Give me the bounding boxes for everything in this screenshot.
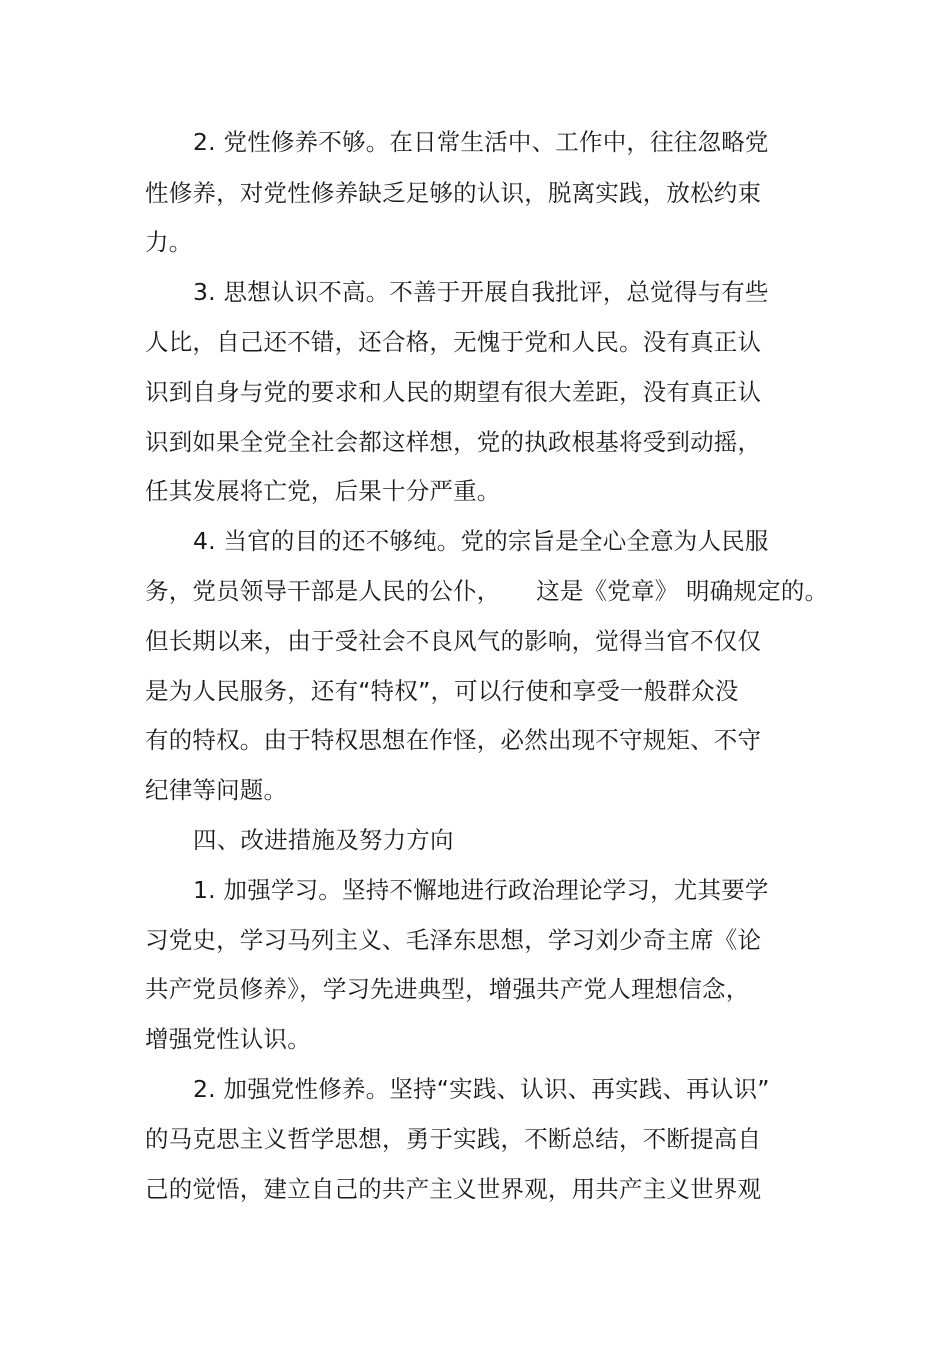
text-line: 习党史，学习马列主义、毛泽东思想，学习刘少奇主席《论	[145, 926, 762, 954]
text-line: 任其发展将亡党，后果十分严重。	[145, 477, 501, 505]
text-line: 纪律等问题。	[145, 776, 288, 804]
text-line: 但长期以来，由于受社会不良风气的影响，觉得当官不仅仅	[145, 627, 762, 655]
text-line: 有的特权。由于特权思想在作怪，必然出现不守规矩、不守	[145, 726, 762, 754]
section-heading: 四、改进措施及努力方向	[193, 826, 454, 854]
text-line: 4. 当官的目的还不够纯。党的宗旨是全心全意为人民服	[193, 527, 769, 555]
text-line: 1. 加强学习。坚持不懈地进行政治理论学习，尤其要学	[193, 876, 769, 904]
text-line: 人比，自己还不错，还合格，无愧于党和人民。没有真正认	[145, 328, 762, 356]
text-line: 共产党员修养》，学习先进典型，增强共产党人理想信念，	[145, 975, 750, 1003]
text-line: 2. 加强党性修养。坚持“实践、认识、再实践、再认识”	[193, 1075, 770, 1103]
text-line: 增强党性认识。	[145, 1025, 311, 1053]
text-line: 务，党员领导干部是人民的公仆， 这是《党章》 明确规定的。	[145, 577, 829, 605]
text-line: 的马克思主义哲学思想，勇于实践，不断总结，不断提高自	[145, 1125, 762, 1153]
text-line: 识到如果全党全社会都这样想，党的执政根基将受到动摇，	[145, 428, 762, 456]
text-line: 性修养，对党性修养缺乏足够的认识，脱离实践，放松约束	[145, 179, 762, 207]
text-line: 力。	[145, 228, 193, 256]
text-line: 是为人民服务，还有“特权”，可以行使和享受一般群众没	[145, 677, 739, 705]
text-line: 识到自身与党的要求和人民的期望有很大差距，没有真正认	[145, 378, 762, 406]
text-line: 3. 思想认识不高。不善于开展自我批评，总觉得与有些	[193, 278, 769, 306]
text-line: 己的觉悟，建立自己的共产主义世界观，用共产主义世界观	[145, 1175, 762, 1203]
text-line: 2. 党性修养不够。在日常生活中、工作中，往往忽略党	[193, 128, 769, 156]
